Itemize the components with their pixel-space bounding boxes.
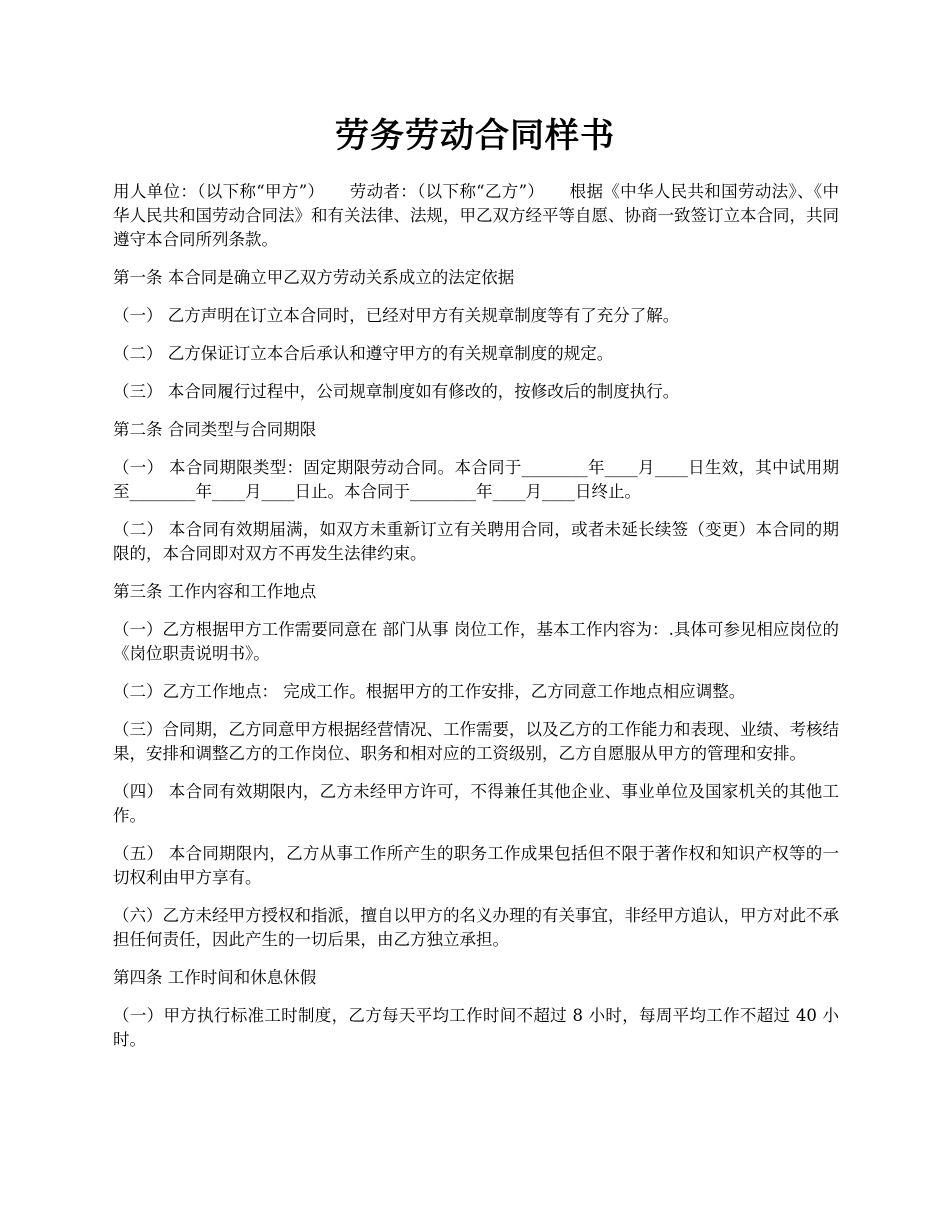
article-3-clause-3: （三）合同期，乙方同意甲方根据经营情况、工作需要，以及乙方的工作能力和表现、业绩、考核结果，安排和调整乙方的工作岗位、职务和相对应的工资级别，乙方自愿服从甲方的管理和安排。 <box>113 720 839 763</box>
article-4-clause-1: （一）甲方执行标准工时制度，乙方每天平均工作时间不超过 8 小时，每周平均工作不超过 40 小时。 <box>113 1006 839 1049</box>
article-3-clause-2: （二）乙方工作地点： 完成工作。根据甲方的工作安排，乙方同意工作地点相应调整。 <box>113 682 746 701</box>
article-1-clause-3: （三） 本合同履行过程中，公司规章制度如有修改的，按修改后的制度执行。 <box>113 382 680 401</box>
document-body <box>113 180 839 1066</box>
article-1-clause-1: （一） 乙方声明在订立本合同时，已经对甲方有关规章制度等有了充分了解。 <box>113 306 680 325</box>
article-3-clause-4: （四） 本合同有效期限内，乙方未经甲方许可，不得兼任其他企业、事业单位及国家机关的其他工作。 <box>113 782 839 825</box>
document-title: 劳务劳动合同样书 <box>335 116 615 156</box>
contract-intro-paragraph: 用人单位：（以下称“甲方”） 劳动者：（以下称“乙方”） 根据《中华人民共和国劳动法》、《中华人民共和国劳动合同法》和有关法律、法规，甲乙双方经平等自愿、协商一致签订立本合同，共同遵守本合同所列条款。 <box>113 182 839 249</box>
article-1-heading: 第一条 本合同是确立甲乙双方劳动关系成立的法定依据 <box>113 268 515 287</box>
article-3-clause-1: （一）乙方根据甲方工作需要同意在 部门从事 岗位工作，基本工作内容为：.具体可参见相应岗位的《岗位职责说明书》。 <box>113 620 839 663</box>
article-2-heading: 第二条 合同类型与合同期限 <box>113 420 317 439</box>
article-1-clause-2: （二） 乙方保证订立本合后承认和遵守甲方的有关规章制度的规定。 <box>113 344 614 363</box>
article-3-clause-6: （六）乙方未经甲方授权和指派，擅自以甲方的名义办理的有关事宜，非经甲方追认，甲方对此不承担任何责任，因此产生的一切后果，由乙方独立承担。 <box>113 906 839 949</box>
article-4-heading: 第四条 工作时间和休息休假 <box>113 968 317 987</box>
article-3-clause-5: （五） 本合同期限内，乙方从事工作所产生的职务工作成果包括但不限于著作权和知识产权等的一切权利由甲方享有。 <box>113 844 839 887</box>
article-2-clause-2: （二） 本合同有效期届满，如双方未重新订立有关聘用合同，或者未延长续签（变更）本合同的期限的，本合同即对双方不再发生法律约束。 <box>113 520 839 563</box>
article-3-heading: 第三条 工作内容和工作地点 <box>113 582 317 601</box>
article-2-clause-1: （一） 本合同期限类型：固定期限劳动合同。本合同于________年____月____日生效，其中试用期至________年____月____日止。本合同于________年____月____日终止。 <box>113 458 839 501</box>
